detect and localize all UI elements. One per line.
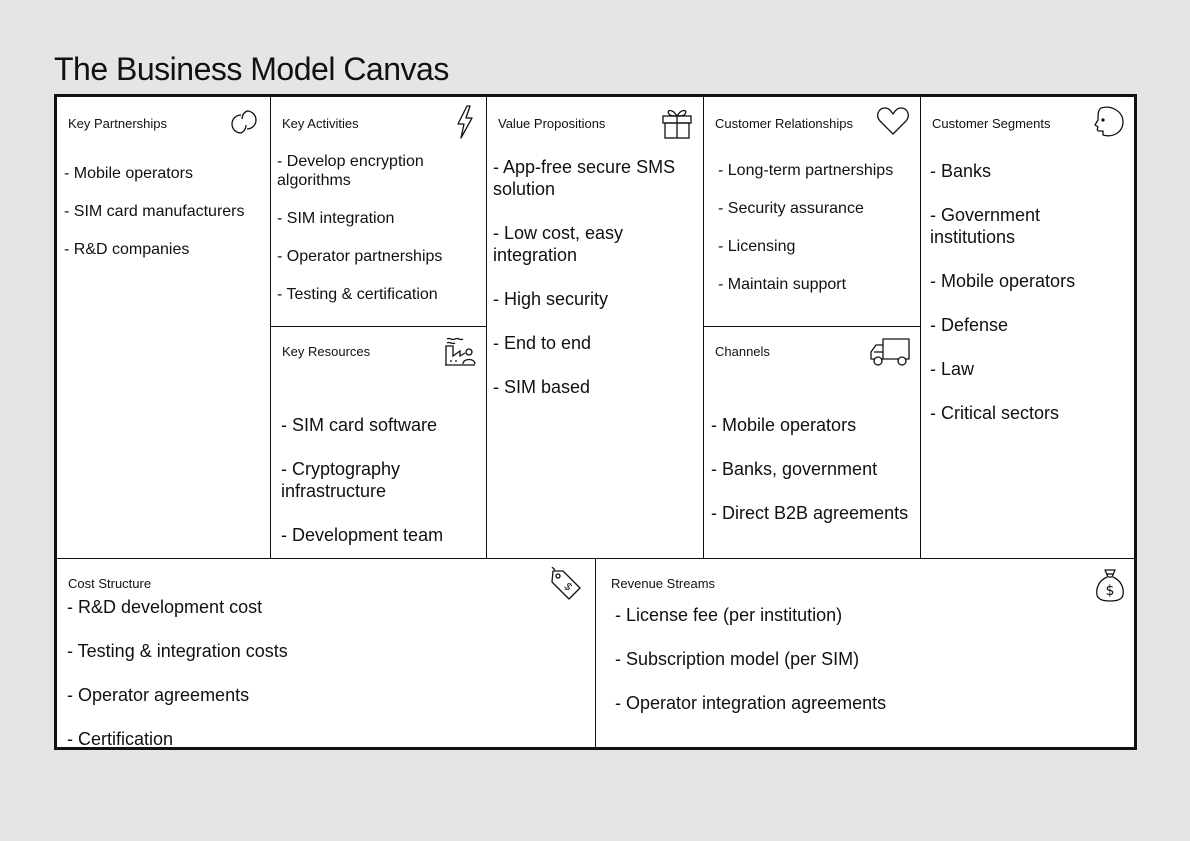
- link-icon: [227, 105, 261, 139]
- list-item: - R&D companies: [64, 241, 190, 258]
- list-item: - App-free secure SMS: [493, 157, 676, 177]
- list-item: - License fee (per institution): [615, 605, 843, 625]
- factory-icon: [443, 334, 477, 368]
- cost-structure-section: [57, 559, 595, 747]
- cost-structure-label: Cost Structure: [68, 576, 152, 591]
- list-item: - End to end: [493, 333, 592, 353]
- list-item: - Operator integration agreements: [615, 693, 887, 713]
- customer-segments-section: [921, 97, 1134, 558]
- key-resources-label: Key Resources: [282, 344, 371, 359]
- customer-relationships-section: [704, 97, 920, 326]
- key-activities-section: [271, 97, 486, 326]
- list-item: solution: [493, 179, 556, 199]
- svg-text:$: $: [561, 579, 576, 594]
- list-item: - Maintain support: [718, 276, 847, 293]
- value-propositions-section: [487, 97, 703, 558]
- list-item: - Cryptography: [281, 459, 401, 479]
- business-model-canvas: [54, 94, 1137, 750]
- lightning-icon: [455, 105, 475, 139]
- list-item: - R&D development cost: [67, 597, 263, 617]
- list-item: - Mobile operators: [711, 415, 857, 435]
- list-item: - Defense: [930, 315, 1009, 335]
- truck-icon: [869, 336, 911, 368]
- key-activities-label: Key Activities: [282, 116, 359, 131]
- list-item: integration: [493, 245, 578, 265]
- face-icon: [1091, 105, 1125, 139]
- list-item: - Licensing: [718, 238, 796, 255]
- value-propositions-label: Value Propositions: [498, 116, 606, 131]
- list-item: - Development team: [281, 525, 444, 545]
- list-item: - Mobile operators: [930, 271, 1076, 291]
- list-item: - Direct B2B agreements: [711, 503, 909, 523]
- page-title: The Business Model Canvas: [54, 51, 449, 87]
- key-partnerships-section: [57, 97, 270, 558]
- revenue-streams-section: [596, 559, 1134, 747]
- list-item: - Mobile operators: [64, 165, 193, 182]
- list-item: - Security assurance: [718, 200, 864, 217]
- gift-icon: [661, 105, 693, 139]
- list-item: - SIM based: [493, 377, 591, 397]
- customer-relationships-label: Customer Relationships: [715, 116, 854, 131]
- list-item: - Banks: [930, 161, 992, 181]
- channels-section: [704, 327, 920, 558]
- list-item: - SIM integration: [277, 210, 395, 227]
- list-item: - High security: [493, 289, 609, 309]
- list-item: - Law: [930, 359, 975, 379]
- list-item: - Subscription model (per SIM): [615, 649, 860, 669]
- price-tag-icon: [547, 567, 583, 603]
- list-item: - Critical sectors: [930, 403, 1060, 423]
- list-item: algorithms: [277, 172, 351, 189]
- list-item: - SIM card software: [281, 415, 438, 435]
- svg-text:$: $: [1105, 583, 1115, 599]
- key-partnerships-label: Key Partnerships: [68, 116, 167, 131]
- list-item: - Banks, government: [711, 459, 878, 479]
- customer-segments-label: Customer Segments: [932, 116, 1051, 131]
- channels-label: Channels: [715, 344, 770, 359]
- list-item: - Certification: [67, 729, 174, 749]
- list-item: - SIM card manufacturers: [64, 203, 245, 220]
- list-item: - Long-term partnerships: [718, 162, 894, 179]
- list-item: institutions: [930, 227, 1016, 247]
- list-item: - Low cost, easy: [493, 223, 624, 243]
- list-item: - Develop encryption: [277, 153, 424, 170]
- list-item: infrastructure: [281, 481, 387, 501]
- list-item: - Government: [930, 205, 1041, 225]
- list-item: - Operator agreements: [67, 685, 250, 705]
- list-item: - Testing & certification: [277, 286, 438, 303]
- money-bag-icon: [1094, 567, 1126, 603]
- heart-icon: [876, 106, 910, 136]
- key-resources-section: [271, 327, 486, 558]
- revenue-streams-label: Revenue Streams: [611, 576, 716, 591]
- list-item: - Testing & integration costs: [67, 641, 288, 661]
- list-item: - Operator partnerships: [277, 248, 443, 265]
